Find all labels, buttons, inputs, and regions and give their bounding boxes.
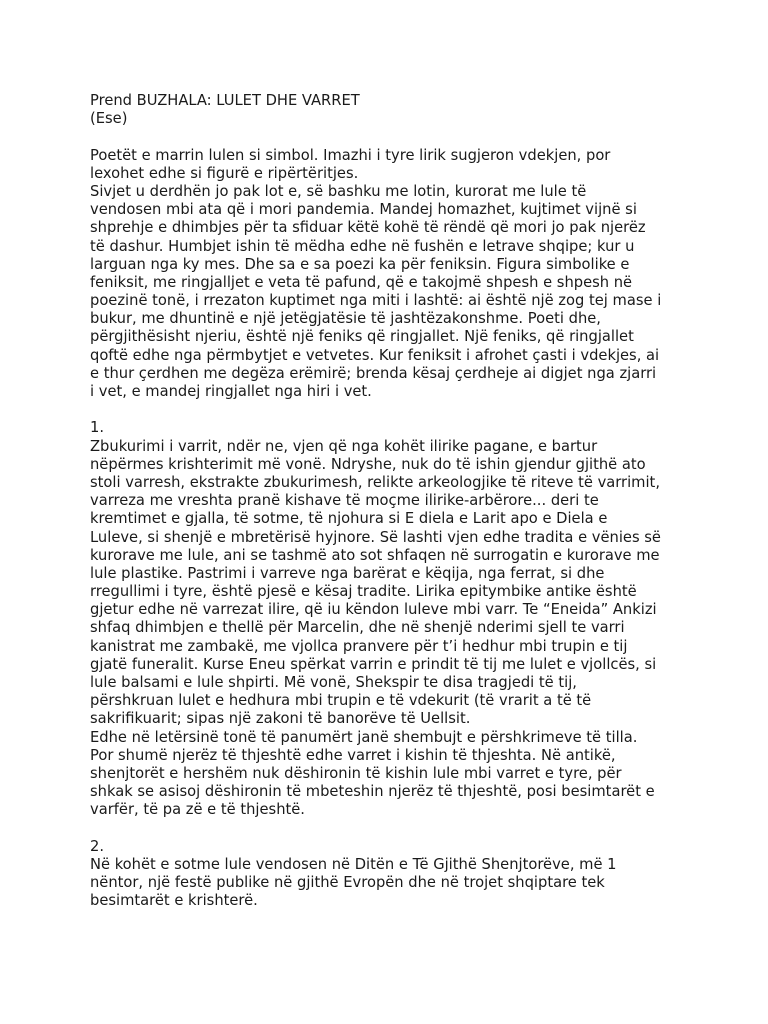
text-line: shenjtorët e hershëm nuk dëshironin të kishin lule mbi varret e tyre, për bbox=[90, 764, 622, 782]
text-line: Por shumë njerëz të thjeshtë edhe varret i kishin të thjeshta. Në antikë, bbox=[90, 746, 616, 764]
paragraph-spacer bbox=[90, 128, 690, 146]
text-line: e thur çerdhen me degëza erëmirë; brenda kësaj çerdheje ai digjet nga zjarri bbox=[90, 364, 657, 382]
text-line: poezinë tonë, i rrezaton kuptimet nga miti i lashtë: ai është një zog tej mase i bbox=[90, 292, 662, 310]
text-line: lule plastike. Pastrimi i varreve nga barërat e këqija, nga ferrat, si dhe bbox=[90, 564, 605, 582]
text-line: varfër, të pa zë e të thjeshtë. bbox=[90, 801, 305, 819]
section-1 bbox=[90, 419, 690, 819]
section-number: 1. bbox=[90, 419, 105, 437]
text-line: nëpërmes krishterimit më vonë. Ndryshe, nuk do të ishin gjendur gjithë ato bbox=[90, 455, 646, 473]
text-line: varreza me vreshta pranë kishave të moçme ilirike-arbërore... deri te bbox=[90, 492, 599, 510]
section-number: 2. bbox=[90, 837, 105, 855]
paragraph-spacer bbox=[90, 820, 690, 838]
text-line: kremtimet e gjalla, të sotme, të njohura si E diela e Larit apo e Diela e bbox=[90, 510, 608, 528]
text-line: gjetur edhe në varrezat ilire, që iu këndon luleve mbi varr. Te “Eneida” Ankizi bbox=[90, 601, 657, 619]
text-line: larguan nga ky mes. Dhe sa e sa poezi ka për feniksin. Figura simbolike e bbox=[90, 255, 630, 273]
document-genre: (Ese) bbox=[90, 110, 128, 128]
text-line: Sivjet u derdhën jo pak lot e, së bashku me lotin, kurorat me lule të bbox=[90, 182, 587, 200]
paragraph-spacer bbox=[90, 401, 690, 419]
text-line: vendosen mbi ata që i mori pandemia. Mandej homazhet, kujtimet vijnë si bbox=[90, 201, 637, 219]
text-line: bukur, me dhuntinë e një jetëgjatësie të jashtëzakonshme. Poeti dhe, bbox=[90, 310, 601, 328]
text-line: përshkruan lulet e hedhura mbi trupin e të vdekurit (të vrarit a të të bbox=[90, 692, 592, 710]
text-line: gjatë funeralit. Kurse Eneu spërkat varrin e prindit të tij me lulet e vjollcës, si bbox=[90, 655, 657, 673]
section-2 bbox=[90, 838, 690, 911]
text-line: feniksit, me ringjalljet e veta të pafund, që e takojmë shpesh e shpesh në bbox=[90, 273, 633, 291]
text-line: Zbukurimi i varrit, ndër ne, vjen që nga kohët ilirike pagane, e bartur bbox=[90, 437, 598, 455]
intro-paragraph bbox=[90, 147, 690, 402]
document-page bbox=[90, 92, 690, 910]
text-line: shfaq dhimbjen e thellë për Marcelin, dhe në shenjë nderimi sjell te varri bbox=[90, 619, 625, 637]
text-line: sakrifikuarit; sipas një zakoni të banorëve të Uellsit. bbox=[90, 710, 471, 728]
text-line: qoftë edhe nga përmbytjet e vetvetes. Kur feniksit i afrohet çasti i vdekjes, ai bbox=[90, 346, 660, 364]
text-line: besimtarët e krishterë. bbox=[90, 892, 258, 910]
text-line: i vet, e mandej ringjallet nga hiri i vet. bbox=[90, 383, 372, 400]
text-line: shkak se asisoj dëshironin të mbeteshin njerëz të thjeshtë, posi besimtarët e bbox=[90, 783, 655, 801]
text-line: stoli varresh, ekstrakte zbukurimesh, relikte arkeologjike të riteve të varrimit, bbox=[90, 473, 660, 491]
text-line: shprehje e dhimbjes për ta sfiduar këtë kohë të rëndë që mori jo pak njerëz bbox=[90, 219, 646, 237]
text-line: Luleve, si shenjë e mbretërisë hyjnore. Së lashti vjen edhe tradita e vënies së bbox=[90, 528, 661, 546]
text-line: rregullimi i tyre, është pjesë e kësaj tradite. Lirika epitymbike antike është bbox=[90, 583, 637, 601]
text-line: Edhe në letërsinë tonë të panumërt janë shembujt e përshkrimeve të tilla. bbox=[90, 728, 638, 746]
text-line: lexohet edhe si figurë e ripërtëritjes. bbox=[90, 164, 359, 182]
text-line: Poetët e marrin lulen si simbol. Imazhi i tyre lirik sugjeron vdekjen, por bbox=[90, 146, 611, 164]
text-line: nëntor, një festë publike në gjithë Evropën dhe në trojet shqiptare tek bbox=[90, 874, 605, 892]
text-line: kanistrat me zambakë, me vjollca pranvere për t’i hedhur mbi trupin e tij bbox=[90, 637, 628, 655]
text-line: lule balsami e lule shpirti. Më vonë, Shekspir te disa tragjedi të tij, bbox=[90, 674, 577, 691]
document-title: Prend BUZHALA: LULET DHE VARRET bbox=[90, 92, 360, 109]
text-line: kurorave me lule, ani se tashmë ato sot shfaqen në surrogatin e kurorave me bbox=[90, 546, 660, 564]
text-line: të dashur. Humbjet ishin të mëdha edhe në fushën e letrave shqipe; kur u bbox=[90, 237, 635, 255]
text-line: përgjithësisht njeriu, është një feniks që ringjallet. Një feniks, që ringjallet bbox=[90, 328, 634, 346]
text-line: Në kohët e sotme lule vendosen në Ditën e Të Gjithë Shenjtorëve, më 1 bbox=[90, 855, 617, 873]
